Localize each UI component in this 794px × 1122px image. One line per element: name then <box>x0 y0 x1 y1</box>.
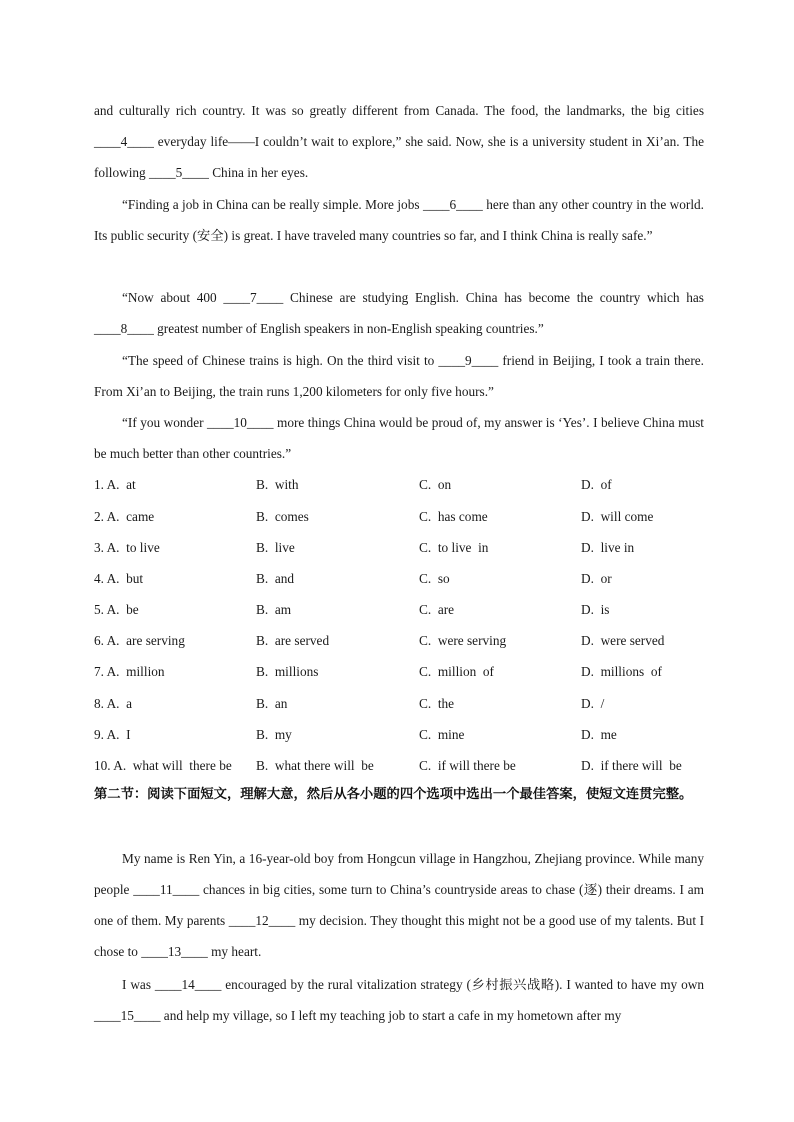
option-d[interactable]: D. is <box>581 602 610 617</box>
option-a[interactable]: 8. A. a <box>94 696 133 711</box>
option-c[interactable]: C. are <box>419 602 455 617</box>
passage-paragraph-4: “The speed of Chinese trains is high. On the third visit to ____9____ friend in Beijing, I took a train there. From Xi’an to Beijing, the train runs 1,200 kilometers for only five hours.” <box>94 353 704 399</box>
question-row <box>94 501 704 532</box>
section-heading: 第二节：阅读下面短文，理解大意，然后从各小题的四个选项中选出一个最佳答案，使短文连贯完整。 <box>94 787 693 802</box>
option-a[interactable]: 5. A. be <box>94 602 139 617</box>
question-row <box>94 750 704 781</box>
passage-paragraph-5: “If you wonder ____10____ more things China would be proud of, my answer is ‘Yes’. I believe China must be much better than other countries.” <box>94 415 704 461</box>
option-a[interactable]: 3. A. to live <box>94 540 160 555</box>
option-d[interactable]: D. me <box>581 727 617 742</box>
option-c[interactable]: C. so <box>419 571 450 586</box>
option-b[interactable]: B. what there will be <box>256 758 374 773</box>
option-b[interactable]: B. am <box>256 602 292 617</box>
option-d[interactable]: D. live in <box>581 540 635 555</box>
option-c[interactable]: C. were serving <box>419 633 507 648</box>
option-d[interactable]: D. of <box>581 477 612 492</box>
option-a[interactable]: 2. A. came <box>94 509 155 524</box>
option-a[interactable]: 9. A. I <box>94 727 131 742</box>
section2-paragraph-1: My name is Ren Yin, a 16-year-old boy from Hongcun village in Hangzhou, Zhejiang province. While many people ____11____ chances in big cities, some turn to China’s countryside areas to chase (逐) their dreams. I am one of them. My parents ____12____ my decision. They thought this might not be a good use of my talents. But I chose to ____13____ my heart. <box>94 851 704 959</box>
passage-paragraph-2: “Finding a job in China can be really simple. More jobs ____6____ here than any other country in the world. Its public security (安全) is great. I have traveled many countries so far, and I think China is really safe.” <box>94 197 704 243</box>
option-b[interactable]: B. an <box>256 696 288 711</box>
option-c[interactable]: C. million of <box>419 664 494 679</box>
option-c[interactable]: C. to live in <box>419 540 489 555</box>
option-c[interactable]: C. mine <box>419 727 465 742</box>
question-row <box>94 563 704 594</box>
option-c[interactable]: C. has come <box>419 509 488 524</box>
question-row <box>94 594 704 625</box>
option-d[interactable]: D. will come <box>581 509 654 524</box>
option-d[interactable]: D. millions of <box>581 664 662 679</box>
passage-paragraph-1: and culturally rich country. It was so greatly different from Canada. The food, the landmarks, the big cities ____4____ everyday life——I couldn’t wait to explore,” she said. Now, she is a university student in Xi’an. The following ____5____ China in her eyes. <box>94 103 704 180</box>
option-c[interactable]: C. on <box>419 477 452 492</box>
question-row <box>94 656 704 687</box>
option-c[interactable]: C. if will there be <box>419 758 516 773</box>
option-d[interactable]: D. if there will be <box>581 758 682 773</box>
section2-paragraph-2: I was ____14____ encouraged by the rural vitalization strategy (乡村振兴战略). I wanted to have my own ____15____ and help my village, so I left my teaching job to start a cafe in my hometown after my <box>94 977 704 1023</box>
option-d[interactable]: D. / <box>581 696 605 711</box>
question-row <box>94 688 704 719</box>
option-c[interactable]: C. the <box>419 696 455 711</box>
option-d[interactable]: D. or <box>581 571 612 586</box>
option-b[interactable]: B. my <box>256 727 292 742</box>
question-row <box>94 532 704 563</box>
option-a[interactable]: 4. A. but <box>94 571 144 586</box>
passage-paragraph-3: “Now about 400 ____7____ Chinese are studying English. China has become the country which has ____8____ greatest number of English speakers in non-English speaking countries.” <box>94 290 704 336</box>
option-b[interactable]: B. live <box>256 540 295 555</box>
option-a[interactable]: 6. A. are serving <box>94 633 185 648</box>
question-row <box>94 469 704 500</box>
option-b[interactable]: B. millions <box>256 664 319 679</box>
question-row <box>94 719 704 750</box>
option-b[interactable]: B. and <box>256 571 295 586</box>
option-b[interactable]: B. comes <box>256 509 309 524</box>
option-b[interactable]: B. with <box>256 477 299 492</box>
option-d[interactable]: D. were served <box>581 633 665 648</box>
question-row <box>94 625 704 656</box>
option-a[interactable]: 1. A. at <box>94 477 136 492</box>
option-a[interactable]: 10. A. what will there be <box>94 758 232 773</box>
option-a[interactable]: 7. A. million <box>94 664 165 679</box>
option-b[interactable]: B. are served <box>256 633 330 648</box>
